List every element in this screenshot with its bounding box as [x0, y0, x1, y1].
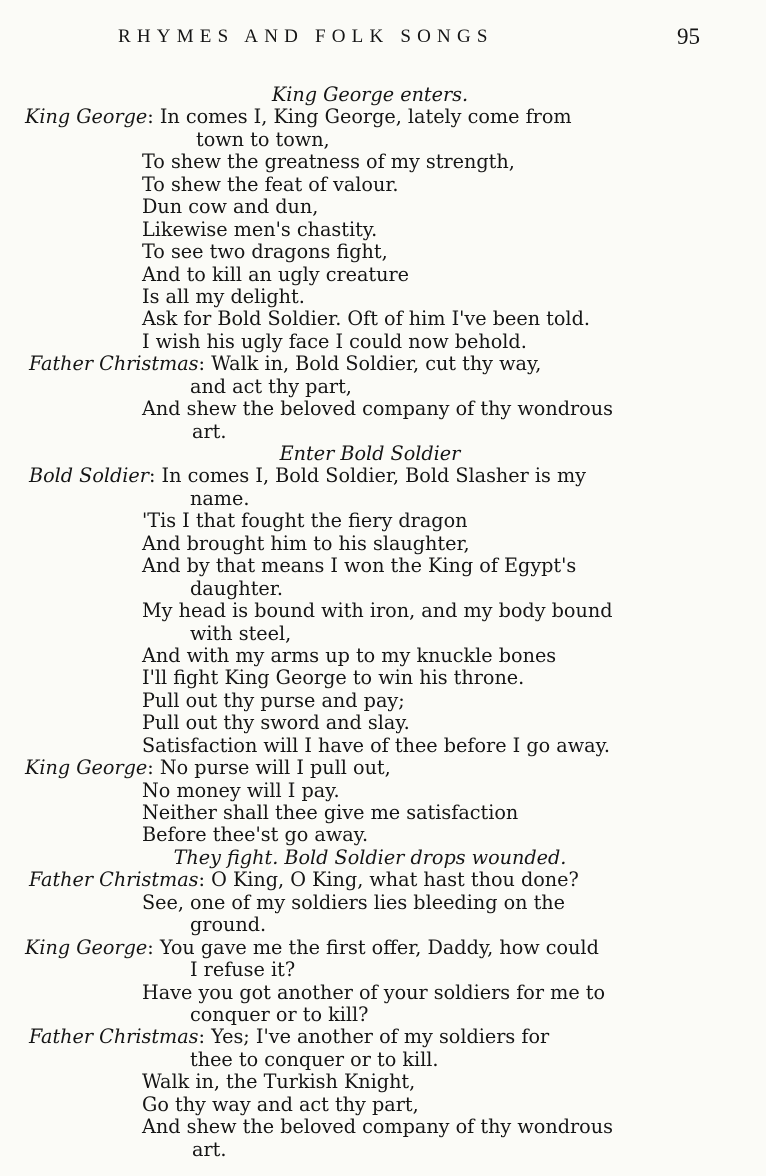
verse-line: Dun cow and dun,: [142, 195, 319, 219]
running-head: RHYMES AND FOLK SONGS: [118, 26, 494, 47]
speaker-colon: :: [148, 464, 162, 488]
stage-direction: Enter Bold Soldier: [279, 442, 461, 465]
verse-line: Satisfaction will I have of thee before I go away.: [142, 733, 610, 757]
verse-line: Is all my delight.: [142, 284, 305, 308]
verse-line: conquer or to kill?: [190, 1002, 369, 1026]
page-header: [0, 24, 766, 54]
verse-line: I wish his ugly face I could now behold.: [142, 329, 527, 353]
speech-text: In comes I, Bold Soldier, Bold Slasher is my: [161, 464, 587, 488]
speech-line: [0, 869, 766, 891]
verse-line: See, one of my soldiers lies bleeding on the: [142, 890, 566, 914]
speech-line: [0, 757, 766, 779]
verse-line: To shew the feat of valour.: [142, 172, 399, 196]
verse-line: Pull out thy purse and pay;: [142, 688, 405, 712]
verse-line: Have you got another of your soldiers for me to: [142, 980, 606, 1004]
speaker-colon: :: [147, 935, 160, 959]
speaker-name: Father Christmas: [29, 352, 199, 376]
speaker-name: Father Christmas: [29, 868, 199, 892]
speaker-name: King George: [25, 756, 148, 780]
verse-line: And brought him to his slaughter,: [142, 531, 470, 555]
verse-line: And to kill an ugly creature: [142, 262, 410, 286]
speaker-name: Bold Soldier: [29, 464, 149, 488]
speaker-colon: :: [198, 1025, 212, 1049]
speech-text: You gave me the first offer, Daddy, how could: [159, 935, 599, 959]
speaker-name: King George: [25, 935, 148, 959]
speech-line: [0, 937, 766, 959]
verse-line: My head is bound with iron, and my body bound: [142, 599, 613, 623]
speech-text: In comes I, King George, lately come from: [159, 105, 572, 129]
verse-line: town to town,: [196, 127, 330, 151]
page-number: 95: [677, 24, 700, 49]
verse-line: And shew the beloved company of thy wondrous: [142, 397, 613, 421]
verse-line: ground.: [190, 913, 267, 937]
verse-line: daughter.: [190, 576, 283, 600]
speaker-name: King George: [25, 105, 148, 129]
verse-line: Before thee'st go away.: [142, 823, 369, 847]
verse-line: And by that means I won the King of Egypt's: [142, 554, 577, 578]
speech-text: Walk in, Bold Soldier, cut thy way,: [211, 352, 542, 376]
verse-line: name.: [190, 486, 250, 510]
stage-direction: They fight. Bold Soldier drops wounded.: [173, 845, 567, 869]
speaker-colon: :: [147, 756, 160, 780]
speech-line: [0, 465, 766, 487]
verse-line: Ask for Bold Soldier. Oft of him I've been told.: [142, 307, 590, 331]
speech-line: [0, 106, 766, 128]
verse-line: Likewise men's chastity.: [142, 217, 378, 241]
speaker-name: Father Christmas: [29, 1025, 199, 1049]
verse-line: No money will I pay.: [142, 778, 340, 802]
verse-line: and act thy part,: [190, 374, 352, 398]
verse-line: thee to conquer or to kill.: [190, 1047, 439, 1071]
verse-line: Neither shall thee give me satisfaction: [142, 801, 519, 824]
speech-text: Yes; I've another of my soldiers for: [211, 1025, 550, 1049]
verse-line: And with my arms up to my knuckle bones: [142, 643, 557, 667]
speaker-colon: :: [147, 105, 160, 129]
verse-line: To shew the greatness of my strength,: [142, 150, 515, 174]
verse-line: 'Tis I that fought the fiery dragon: [142, 509, 468, 533]
speech-text: No purse will I pull out,: [159, 756, 391, 780]
verse-line: art.: [192, 419, 227, 443]
verse-line: To see two dragons fight,: [142, 240, 388, 264]
verse-line: Go thy way and act thy part,: [142, 1092, 419, 1116]
speech-line: [0, 353, 766, 375]
stage-direction: King George enters.: [271, 83, 469, 106]
verse-line: with steel,: [190, 621, 292, 645]
verse-line: I'll fight King George to win his throne.: [142, 666, 525, 690]
verse-line: I refuse it?: [190, 958, 296, 982]
speaker-colon: :: [198, 868, 212, 892]
verse-line: Walk in, the Turkish Knight,: [142, 1070, 416, 1094]
play-text: [0, 84, 766, 1161]
speech-line: [0, 1026, 766, 1048]
speaker-colon: :: [198, 352, 212, 376]
verse-line: And shew the beloved company of thy wondrous: [142, 1115, 613, 1139]
verse-line: art.: [192, 1137, 227, 1161]
verse-line: Pull out thy sword and slay.: [142, 711, 410, 735]
speech-text: O King, O King, what hast thou done?: [211, 868, 579, 892]
